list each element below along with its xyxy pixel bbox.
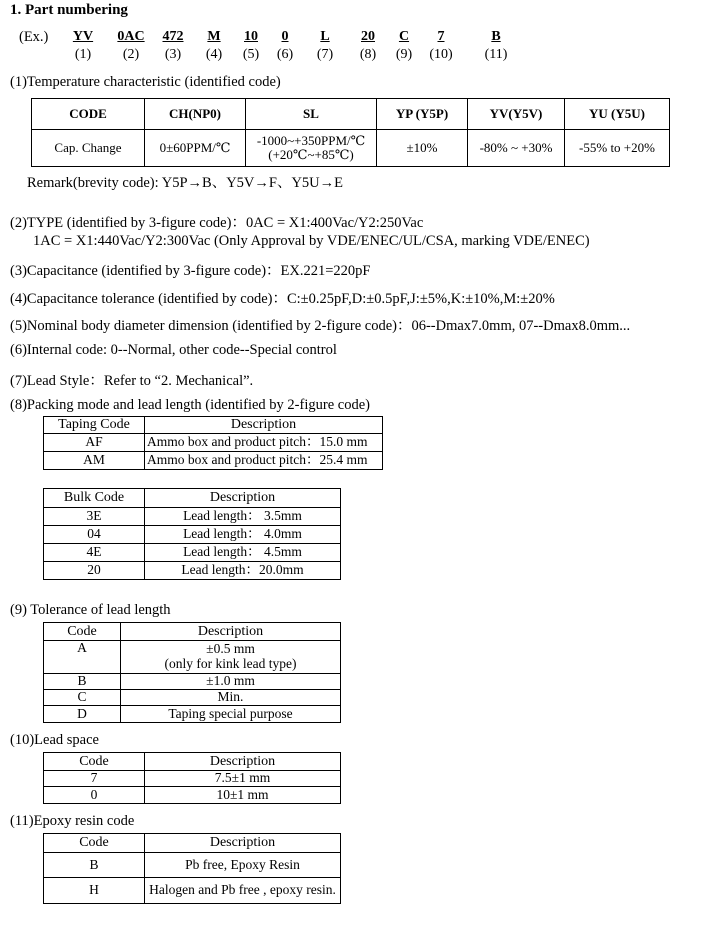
epoxy-description-header: Description [145, 834, 341, 853]
tolerance-code-cell: A [44, 641, 121, 674]
tolerance-description-cell: Taping special purpose [121, 706, 341, 723]
part-code-index: (8) [359, 47, 377, 62]
row-label: Cap. Change [32, 130, 145, 167]
part-code-index: (9) [395, 47, 413, 62]
taping-code-table [43, 416, 383, 470]
part-code-item [263, 29, 307, 63]
table-row [44, 853, 341, 878]
sec10-heading: (10)Lead space [10, 732, 99, 748]
table-row [44, 674, 341, 690]
bulk-code-cell: 04 [44, 526, 145, 544]
taping-description-header: Description [145, 417, 383, 434]
page-title: 1. Part numbering [10, 2, 128, 18]
table-row [44, 787, 341, 804]
taping-code-cell: AF [44, 434, 145, 452]
sec5: (5)Nominal body diameter dimension (identified by 2-figure code)：06--Dmax7.0mm, 07--Dmax8.0mm... [10, 318, 631, 334]
part-code-item [151, 29, 195, 63]
part-code-index: (3) [164, 47, 182, 62]
taping-code-cell: AM [44, 452, 145, 470]
sec1-heading: (1)Temperature characteristic (identified code) [10, 74, 281, 90]
bulk-code-header: Bulk Code [44, 489, 145, 508]
table-row [44, 434, 383, 452]
epoxy-description-cell: Pb free, Epoxy Resin [145, 853, 341, 878]
header-ch: CH(NP0) [145, 99, 246, 130]
part-code: YV [72, 29, 94, 44]
table-row [44, 641, 341, 674]
sec8-heading: (8)Packing mode and lead length (identified by 2-figure code) [10, 397, 370, 413]
header-sl: SL [246, 99, 377, 130]
yp-value: ±10% [377, 130, 468, 167]
tolerance-code-cell: B [44, 674, 121, 690]
sl-value: -1000~+350PPM/℃ (+20℃~+85℃) [246, 130, 377, 167]
sec11-heading: (11)Epoxy resin code [10, 813, 135, 829]
tolerance-description-cell: ±1.0 mm [121, 674, 341, 690]
epoxy-code-cell: H [44, 878, 145, 904]
bulk-description-cell: Lead length： 3.5mm [145, 508, 341, 526]
yv-value: -80% ~ +30% [468, 130, 565, 167]
epoxy-code-header: Code [44, 834, 145, 853]
part-code-index: (4) [205, 47, 223, 62]
example-label: (Ex.) [19, 29, 49, 45]
part-code: 10 [244, 29, 258, 44]
lead-space-table [43, 752, 341, 804]
tolerance-code-header: Code [44, 623, 121, 641]
sec2-line2: 1AC = X1:440Vac/Y2:300Vac (Only Approval by VDE/ENEC/UL/CSA, marking VDE/ENEC) [33, 233, 590, 249]
tolerance-description-header: Description [121, 623, 341, 641]
bulk-code-cell: 4E [44, 544, 145, 562]
part-code-index: (6) [276, 47, 294, 62]
part-code-index: (10) [429, 47, 453, 62]
table-row [44, 706, 341, 723]
bulk-description-cell: Lead length：20.0mm [145, 562, 341, 580]
epoxy-code-cell: B [44, 853, 145, 878]
part-code-index: (11) [484, 47, 508, 62]
header-yp: YP (Y5P) [377, 99, 468, 130]
taping-description-cell: Ammo box and product pitch：25.4 mm [145, 452, 383, 470]
header-yu: YU (Y5U) [565, 99, 670, 130]
taping-code-header: Taping Code [44, 417, 145, 434]
table-row [44, 562, 341, 580]
bulk-code-cell: 20 [44, 562, 145, 580]
tolerance-description-cell: Min. [121, 690, 341, 706]
sec9-heading: (9) Tolerance of lead length [10, 602, 171, 618]
taping-description-cell: Ammo box and product pitch：15.0 mm [145, 434, 383, 452]
part-code-index: (7) [316, 47, 334, 62]
temperature-characteristic-table [31, 98, 670, 167]
bulk-description-cell: Lead length： 4.5mm [145, 544, 341, 562]
part-code-item [109, 29, 153, 63]
sec3: (3)Capacitance (identified by 3-figure code)：EX.221=220pF [10, 263, 371, 279]
lead-space-description-header: Description [145, 753, 341, 771]
lead-space-code-cell: 7 [44, 771, 145, 787]
table-row [44, 878, 341, 904]
part-code-index: (2) [122, 47, 140, 62]
epoxy-description-cell: Halogen and Pb free , epoxy resin. [145, 878, 341, 904]
part-code-index: (1) [74, 47, 92, 62]
part-code: C [398, 29, 410, 44]
epoxy-resin-table [43, 833, 341, 904]
bulk-code-cell: 3E [44, 508, 145, 526]
table-row [44, 771, 341, 787]
table-row [44, 690, 341, 706]
part-code: 0 [281, 29, 289, 44]
sec7: (7)Lead Style：Refer to “2. Mechanical”. [10, 373, 254, 389]
yu-value: -55% to +20% [565, 130, 670, 167]
remark: Remark(brevity code): Y5P→B、Y5V→F、Y5U→E [27, 175, 344, 191]
tolerance-description-cell: ±0.5 mm (only for kink lead type) [121, 641, 341, 674]
lead-space-code-header: Code [44, 753, 145, 771]
part-code-index: (5) [242, 47, 260, 62]
header-code: CODE [32, 99, 145, 130]
part-code: 472 [162, 29, 184, 44]
sec2-line1: (2)TYPE (identified by 3-figure code)：0AC = X1:400Vac/Y2:250Vac [10, 215, 424, 231]
sec6: (6)Internal code: 0--Normal, other code--Special control [10, 342, 337, 358]
table-row [44, 544, 341, 562]
part-code-item [419, 29, 463, 63]
part-code: M [207, 29, 221, 44]
part-code-item [474, 29, 518, 63]
bulk-description-cell: Lead length： 4.0mm [145, 526, 341, 544]
header-yv: YV(Y5V) [468, 99, 565, 130]
part-code: B [491, 29, 501, 44]
ch-value: 0±60PPM/℃ [145, 130, 246, 167]
part-code: 7 [437, 29, 445, 44]
table-row [44, 508, 341, 526]
part-code-item [303, 29, 347, 63]
part-code: 20 [361, 29, 375, 44]
table-row [44, 452, 383, 470]
lead-tolerance-table [43, 622, 341, 723]
table-row [44, 526, 341, 544]
tolerance-code-cell: D [44, 706, 121, 723]
tolerance-code-cell: C [44, 690, 121, 706]
sec4: (4)Capacitance tolerance (identified by code)：C:±0.25pF,D:±0.5pF,J:±5%,K:±10%,M:±20% [10, 291, 555, 307]
lead-space-description-cell: 10±1 mm [145, 787, 341, 804]
lead-space-description-cell: 7.5±1 mm [145, 771, 341, 787]
part-code: L [320, 29, 330, 44]
part-code: 0AC [117, 29, 145, 44]
lead-space-code-cell: 0 [44, 787, 145, 804]
bulk-code-table [43, 488, 341, 580]
part-code-item [61, 29, 105, 63]
bulk-description-header: Description [145, 489, 341, 508]
